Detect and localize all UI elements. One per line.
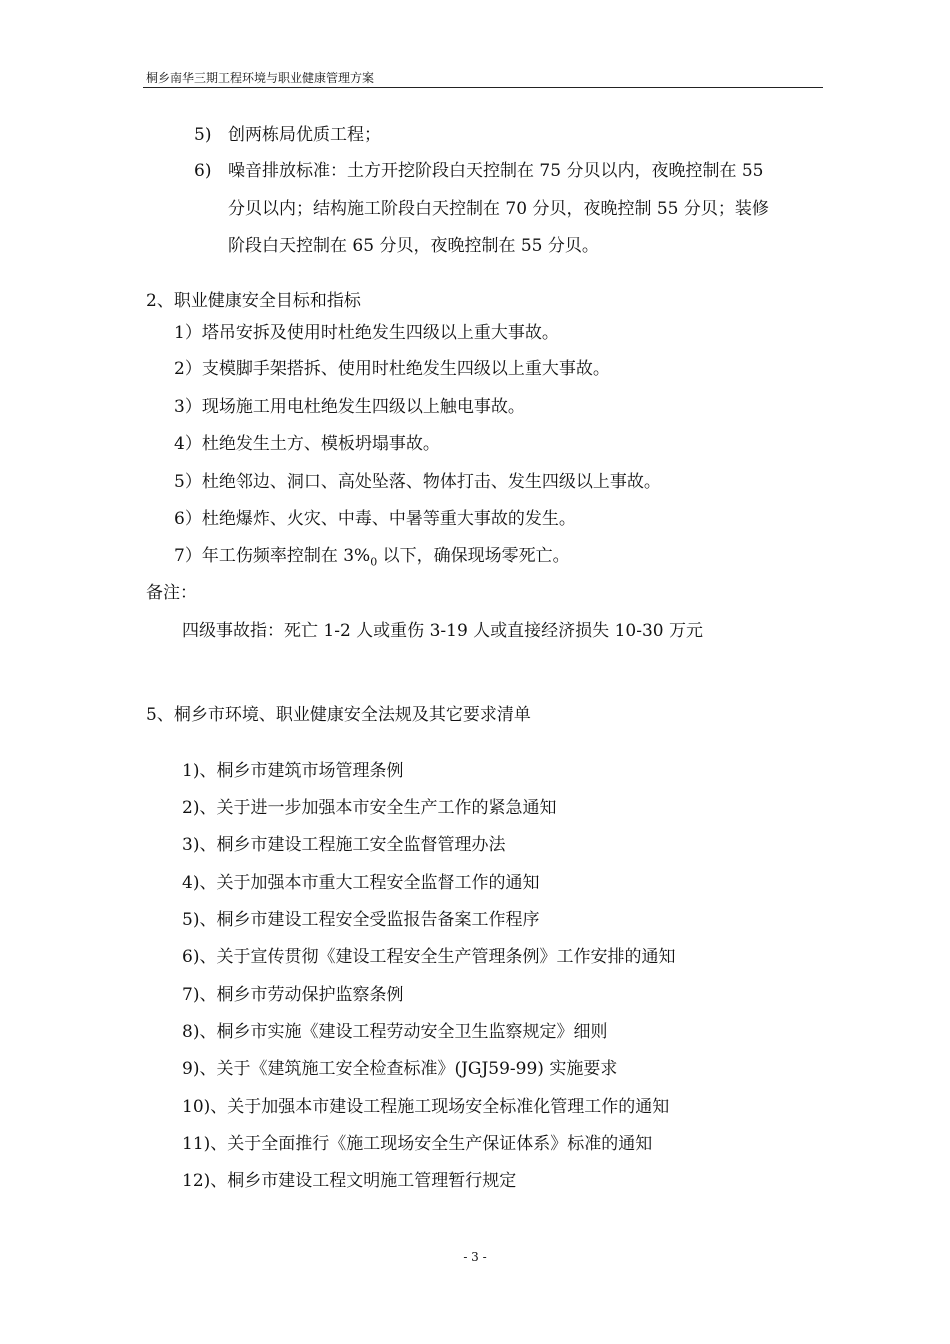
regulation-item-1: 1)、桐乡市建筑市场管理条例: [182, 761, 404, 781]
section-2-title: 2、职业健康安全目标和指标: [146, 291, 361, 311]
ohs-item-7: [174, 545, 570, 573]
regulation-item-12: 12)、桐乡市建设工程文明施工管理暂行规定: [182, 1171, 517, 1191]
page-number: - 3 -: [463, 1250, 487, 1264]
ohs-item-1: 1）塔吊安拆及使用时杜绝发生四级以上重大事故。: [174, 323, 559, 343]
ohs-item-5: 5）杜绝邻边、洞口、高处坠落、物体打击、发生四级以上事故。: [174, 472, 661, 492]
regulation-item-4: 4)、关于加强本市重大工程安全监督工作的通知: [182, 873, 540, 893]
regulation-item-11: 11)、关于全面推行《施工现场安全生产保证体系》标准的通知: [182, 1134, 653, 1154]
ohs-item-7-text: 7）年工伤频率控制在 3%: [174, 546, 371, 566]
ohs-item-4: 4）杜绝发生土方、模板坍塌事故。: [174, 434, 440, 454]
env-target-5: [194, 124, 381, 146]
env-target-6: [194, 160, 763, 182]
ohs-item-6: 6）杜绝爆炸、火灾、中毒、中暑等重大事故的发生。: [174, 509, 576, 529]
regulation-item-5: 5)、桐乡市建设工程安全受监报告备案工作程序: [182, 910, 540, 930]
regulation-item-8: 8)、桐乡市实施《建设工程劳动安全卫生监察规定》细则: [182, 1022, 608, 1042]
section-5-title: 5、桐乡市环境、职业健康安全法规及其它要求清单: [146, 705, 531, 725]
regulation-item-3: 3)、桐乡市建设工程施工安全监督管理办法: [182, 835, 506, 855]
note-text: 四级事故指：死亡 1-2 人或重伤 3-19 人或直接经济损失 10-30 万元: [182, 621, 703, 641]
env-target-6-number: 6): [194, 161, 212, 181]
regulation-item-10: 10)、关于加强本市建设工程施工现场安全标准化管理工作的通知: [182, 1097, 670, 1117]
regulation-item-7: 7)、桐乡市劳动保护监察条例: [182, 985, 404, 1005]
running-header: 桐乡南华三期工程环境与职业健康管理方案: [146, 71, 375, 85]
note-label: 备注：: [146, 583, 197, 603]
ohs-item-3: 3）现场施工用电杜绝发生四级以上触电事故。: [174, 397, 525, 417]
regulation-item-9: 9)、关于《建筑施工安全检查标准》(JGJ59-99) 实施要求: [182, 1059, 618, 1079]
env-target-5-number: 5): [194, 125, 212, 145]
env-target-5-text: 创两栋局优质工程；: [228, 125, 381, 145]
per-mille-subscript: 0: [370, 555, 378, 569]
header-rule: [143, 87, 823, 88]
env-target-6-text: 噪音排放标准：土方开挖阶段白天控制在 75 分贝以内，夜晚控制在 55: [228, 161, 764, 181]
env-target-6-line-3: 阶段白天控制在 65 分贝，夜晚控制在 55 分贝。: [228, 236, 599, 256]
ohs-item-7-text-end: 以下，确保现场零死亡。: [377, 546, 570, 566]
regulation-item-2: 2)、关于进一步加强本市安全生产工作的紧急通知: [182, 798, 557, 818]
regulation-item-6: 6)、关于宣传贯彻《建设工程安全生产管理条例》工作安排的通知: [182, 947, 676, 967]
env-target-6-line-2: 分贝以内；结构施工阶段白天控制在 70 分贝，夜晚控制 55 分贝；装修: [228, 199, 769, 219]
ohs-item-2: 2）支模脚手架搭拆、使用时杜绝发生四级以上重大事故。: [174, 359, 610, 379]
